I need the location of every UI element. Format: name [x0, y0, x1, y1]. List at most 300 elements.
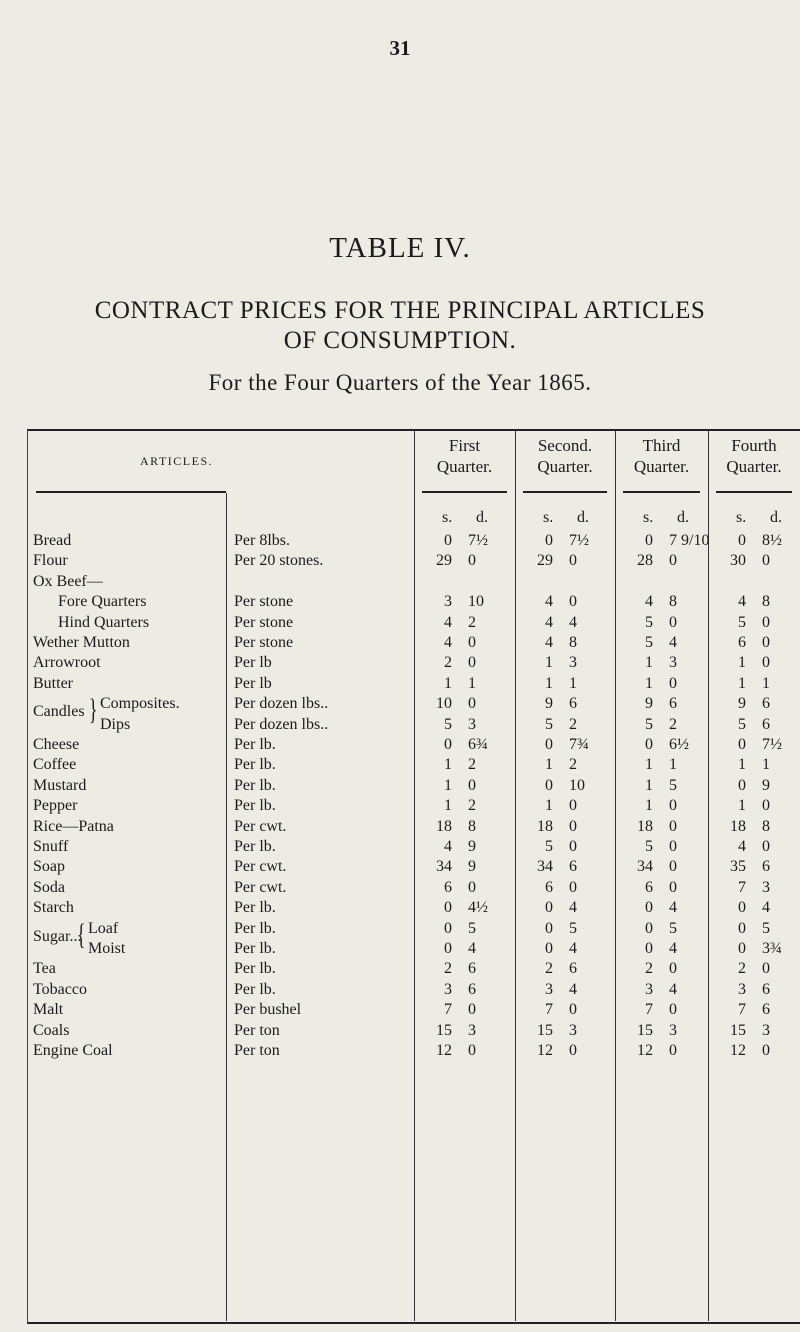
- article-name: Bread: [33, 532, 72, 549]
- article-name: Flour: [33, 552, 68, 570]
- pence-value: 2: [669, 715, 677, 733]
- unit-label: Per ton: [234, 1021, 280, 1039]
- pence-value: 3: [468, 715, 476, 733]
- pence-value: 1: [468, 674, 476, 692]
- table-label: TABLE IV.: [329, 232, 471, 264]
- pence-value: 4: [569, 940, 577, 957]
- shillings-value: 4: [444, 613, 452, 631]
- pence-value: 1: [669, 756, 677, 774]
- pence-value: 4: [669, 899, 677, 917]
- shillings-value: 0: [738, 736, 746, 753]
- shillings-value: 0: [545, 776, 553, 794]
- pence-value: 0: [468, 552, 476, 570]
- pence-value: 9: [468, 838, 476, 855]
- shillings-value: 3: [645, 980, 653, 998]
- pence-value: 4½: [468, 899, 488, 917]
- unit-label: Per lb.: [234, 940, 276, 957]
- shillings-value: 12: [537, 1042, 553, 1059]
- shillings-value: 10: [436, 695, 452, 713]
- pence-value: 0: [569, 1042, 577, 1059]
- shillings-value: 1: [444, 756, 452, 774]
- pence-value: 5: [669, 919, 677, 937]
- pence-value: 3: [669, 654, 677, 672]
- pence-value: 0: [762, 1042, 770, 1059]
- article-name: Composites.: [100, 695, 180, 713]
- shillings-value: 0: [645, 532, 653, 549]
- unit-label: Per lb.: [234, 899, 276, 917]
- pence-value: 1: [569, 674, 577, 692]
- shillings-value: 7: [444, 1001, 452, 1019]
- shillings-value: 15: [637, 1021, 653, 1039]
- q2-shillings-header: s.: [543, 509, 554, 526]
- article-name: Wether Mutton: [33, 634, 130, 651]
- shillings-value: 12: [730, 1042, 746, 1059]
- unit-label: Per lb: [234, 674, 272, 692]
- unit-label: Per dozen lbs..: [234, 695, 329, 713]
- pence-value: 8: [569, 634, 577, 651]
- pence-value: 6: [468, 960, 476, 978]
- pence-value: 8: [762, 817, 770, 835]
- shillings-value: 1: [545, 797, 553, 815]
- pence-value: 10: [569, 776, 585, 794]
- shillings-value: 4: [545, 593, 553, 611]
- pence-value: 0: [669, 797, 677, 815]
- table-row: [28, 552, 800, 572]
- pence-value: 5: [569, 919, 577, 937]
- pence-value: 0: [669, 817, 677, 835]
- pence-value: 6¾: [468, 736, 488, 753]
- shillings-value: 7: [738, 878, 746, 896]
- shillings-value: 4: [545, 613, 553, 631]
- shillings-value: 5: [645, 634, 653, 651]
- shillings-value: 34: [537, 858, 553, 876]
- pence-value: 8½: [762, 532, 782, 549]
- shillings-value: 0: [645, 940, 653, 957]
- shillings-value: 12: [436, 1042, 452, 1059]
- q2-header-line-1: Second.: [537, 436, 593, 455]
- pence-value: 4: [669, 940, 677, 957]
- unit-label: Per stone: [234, 634, 294, 651]
- unit-label: Per lb.: [234, 756, 276, 774]
- candles-label: Candles: [33, 703, 85, 721]
- article-name: Soda: [33, 878, 65, 896]
- pence-value: 6: [762, 695, 770, 713]
- shillings-value: 0: [545, 940, 553, 957]
- table-row: [28, 899, 800, 919]
- pence-value: 0: [762, 613, 770, 631]
- shillings-value: 15: [537, 1021, 553, 1039]
- pence-value: 4: [569, 980, 577, 998]
- pence-value: 3¾: [762, 940, 782, 957]
- shillings-value: 6: [444, 878, 452, 896]
- table-row: [28, 940, 800, 960]
- shillings-value: 3: [444, 593, 452, 611]
- shillings-value: 0: [545, 736, 553, 753]
- shillings-value: 0: [645, 736, 653, 753]
- shillings-value: 1: [645, 756, 653, 774]
- shillings-value: 2: [444, 654, 452, 672]
- shillings-value: 0: [738, 899, 746, 917]
- table-row: [28, 838, 800, 858]
- article-name: Fore Quarters: [58, 593, 147, 611]
- shillings-value: 4: [444, 634, 452, 651]
- article-name: Tobacco: [33, 980, 87, 998]
- article-name: Soap: [33, 858, 65, 876]
- page-number: 31: [389, 36, 411, 60]
- shillings-value: 2: [545, 960, 553, 978]
- pence-value: 3: [762, 1021, 770, 1039]
- pence-value: 9: [468, 858, 476, 876]
- pence-value: 0: [669, 1042, 677, 1059]
- pence-value: 4: [569, 613, 577, 631]
- pence-value: 2: [468, 797, 476, 815]
- pence-value: 0: [669, 838, 677, 855]
- pence-value: 0: [569, 552, 577, 570]
- shillings-value: 35: [730, 858, 746, 876]
- shillings-value: 0: [444, 919, 452, 937]
- pence-value: 0: [669, 552, 677, 570]
- table-row: [28, 1022, 800, 1042]
- article-name: Tea: [33, 960, 56, 978]
- pence-value: 3: [669, 1021, 677, 1039]
- q1-header-line-2: Quarter.: [436, 457, 493, 476]
- table-row: [28, 573, 800, 593]
- unit-label: Per stone: [234, 593, 294, 611]
- article-name: Coffee: [33, 756, 77, 774]
- unit-label: Per 8lbs.: [234, 532, 290, 549]
- pence-value: 6: [762, 1001, 770, 1019]
- pence-value: 2: [569, 756, 577, 774]
- q1-pence-header: d.: [476, 509, 488, 526]
- table-row: [28, 593, 800, 613]
- pence-value: 8: [669, 593, 677, 611]
- shillings-value: 5: [545, 838, 553, 855]
- table-row: [28, 797, 800, 817]
- shillings-value: 4: [645, 593, 653, 611]
- q3-header-line-2: Quarter.: [633, 457, 690, 476]
- article-name: Coals: [33, 1021, 70, 1039]
- q3-header: [615, 435, 708, 477]
- pence-value: 7½: [569, 532, 589, 549]
- table-row: [28, 1042, 800, 1062]
- shillings-value: 12: [637, 1042, 653, 1059]
- unit-label: Per ton: [234, 1042, 280, 1059]
- shillings-value: 28: [637, 552, 653, 570]
- unit-label: Per lb.: [234, 736, 276, 753]
- pence-value: 0: [468, 878, 476, 896]
- q4-header-line-2: Quarter.: [726, 457, 782, 476]
- pence-value: 4: [468, 940, 476, 957]
- pence-value: 0: [762, 960, 770, 978]
- shillings-value: 1: [545, 674, 553, 692]
- shillings-value: 1: [645, 776, 653, 794]
- table-row: [28, 532, 800, 552]
- shillings-value: 0: [738, 940, 746, 957]
- article-name: Hind Quarters: [58, 613, 150, 631]
- shillings-value: 4: [444, 838, 452, 855]
- shillings-value: 30: [730, 552, 746, 570]
- shillings-value: 0: [738, 532, 746, 549]
- shillings-value: 0: [738, 776, 746, 794]
- pence-value: 7¾: [569, 736, 589, 753]
- pence-value: 0: [669, 878, 677, 896]
- shillings-value: 5: [545, 715, 553, 733]
- header-rule-q2: [523, 491, 607, 493]
- table-row: [28, 981, 800, 1001]
- unit-label: Per lb.: [234, 919, 276, 937]
- unit-label: Per cwt.: [234, 817, 287, 835]
- sugar-brace: {: [76, 917, 86, 951]
- table-row: [28, 818, 800, 838]
- shillings-value: 1: [545, 756, 553, 774]
- prices-table: [27, 429, 800, 1324]
- shillings-value: 2: [645, 960, 653, 978]
- shillings-value: 18: [730, 817, 746, 835]
- shillings-value: 6: [738, 634, 746, 651]
- pence-value: 1: [762, 756, 770, 774]
- shillings-value: 1: [645, 654, 653, 672]
- table-subtitle: For the Four Quarters of the Year 1865.: [208, 370, 592, 395]
- pence-value: 0: [762, 654, 770, 672]
- pence-value: 7½: [762, 736, 782, 753]
- pence-value: 0: [468, 1001, 476, 1019]
- shillings-value: 15: [730, 1021, 746, 1039]
- shillings-value: 1: [738, 756, 746, 774]
- q3-pence-header: d.: [677, 509, 689, 526]
- shillings-value: 1: [444, 797, 452, 815]
- pence-value: 3: [569, 654, 577, 672]
- pence-value: 2: [468, 613, 476, 631]
- pence-value: 0: [569, 838, 577, 855]
- pence-value: 0: [762, 634, 770, 651]
- shillings-value: 0: [444, 532, 452, 549]
- shillings-value: 4: [738, 838, 746, 855]
- pence-value: 3: [569, 1021, 577, 1039]
- table-row: [28, 736, 800, 756]
- article-name: Pepper: [33, 797, 78, 815]
- sugar-label: Sugar...: [33, 927, 82, 945]
- shillings-value: 6: [545, 878, 553, 896]
- q4-header: [708, 435, 800, 477]
- pence-value: 6: [569, 858, 577, 876]
- pence-value: 9: [762, 776, 770, 794]
- article-name: Starch: [33, 899, 74, 917]
- pence-value: 3: [762, 878, 770, 896]
- table-row: [28, 634, 800, 654]
- pence-value: 1: [762, 674, 770, 692]
- shillings-value: 3: [545, 980, 553, 998]
- shillings-value: 18: [637, 817, 653, 835]
- pence-value: 0: [569, 797, 577, 815]
- pence-value: 0: [569, 1001, 577, 1019]
- shillings-value: 1: [738, 674, 746, 692]
- article-name: Loaf: [88, 919, 119, 937]
- heading-line-2: OF CONSUMPTION.: [283, 327, 517, 354]
- pence-value: 0: [468, 634, 476, 651]
- pence-value: 5: [468, 919, 476, 937]
- pence-value: 6: [569, 960, 577, 978]
- pence-value: 0: [569, 878, 577, 896]
- unit-label: Per lb.: [234, 797, 276, 815]
- article-name: Dips: [100, 715, 131, 733]
- article-name: Cheese: [33, 736, 80, 753]
- pence-value: 7 9/10: [669, 532, 710, 549]
- table-row: [28, 879, 800, 899]
- pence-value: 0: [669, 960, 677, 978]
- shillings-value: 6: [645, 878, 653, 896]
- shillings-value: 9: [545, 695, 553, 713]
- shillings-value: 0: [645, 899, 653, 917]
- pence-value: 5: [762, 919, 770, 937]
- header-rule-q1: [422, 491, 507, 493]
- shillings-value: 4: [545, 634, 553, 651]
- shillings-value: 5: [444, 715, 452, 733]
- pence-value: 0: [669, 674, 677, 692]
- unit-label: Per dozen lbs..: [234, 715, 329, 733]
- table-row: [28, 654, 800, 674]
- unit-label: Per lb.: [234, 776, 276, 794]
- unit-label: Per cwt.: [234, 858, 287, 876]
- shillings-value: 4: [738, 593, 746, 611]
- unit-label: Per lb: [234, 654, 272, 672]
- q3-header-line-1: Third: [642, 436, 681, 455]
- unit-label: Per bushel: [234, 1001, 302, 1019]
- table-row: [28, 920, 800, 940]
- shillings-value: 1: [444, 674, 452, 692]
- q4-shillings-header: s.: [736, 509, 747, 526]
- shillings-value: 0: [444, 940, 452, 957]
- article-name: Engine Coal: [33, 1042, 113, 1059]
- shillings-value: 7: [738, 1001, 746, 1019]
- table-row: [28, 777, 800, 797]
- table-row: [28, 858, 800, 878]
- articles-header: ARTICLES.: [140, 454, 214, 468]
- pence-value: 10: [468, 593, 484, 611]
- article-name: Arrowroot: [33, 654, 101, 672]
- pence-value: 6: [762, 858, 770, 876]
- unit-label: Per stone: [234, 613, 294, 631]
- table-heading: [0, 296, 800, 356]
- shillings-value: 18: [537, 817, 553, 835]
- shillings-value: 0: [545, 919, 553, 937]
- q2-pence-header: d.: [577, 509, 589, 526]
- unit-label: Per lb.: [234, 838, 276, 855]
- shillings-value: 3: [444, 980, 452, 998]
- shillings-value: 5: [645, 838, 653, 855]
- table-row: [28, 960, 800, 980]
- shillings-value: 2: [444, 960, 452, 978]
- table-row: [28, 695, 800, 715]
- article-name: Mustard: [33, 776, 87, 794]
- pence-value: 8: [762, 593, 770, 611]
- pence-value: 0: [468, 695, 476, 713]
- heading-line-1: CONTRACT PRICES FOR THE PRINCIPAL ARTICLES: [94, 297, 706, 324]
- header-rule-q4: [716, 491, 792, 493]
- pence-value: 4: [669, 634, 677, 651]
- shillings-value: 1: [545, 654, 553, 672]
- shillings-value: 34: [436, 858, 452, 876]
- q4-header-line-1: Fourth: [731, 436, 777, 455]
- article-name: Rice—Patna: [33, 817, 114, 835]
- header-rule-q3: [623, 491, 700, 493]
- pence-value: 6: [762, 980, 770, 998]
- shillings-value: 5: [738, 613, 746, 631]
- shillings-value: 9: [738, 695, 746, 713]
- shillings-value: 1: [645, 674, 653, 692]
- pence-value: 0: [569, 593, 577, 611]
- pence-value: 4: [569, 899, 577, 917]
- unit-label: Per cwt.: [234, 878, 287, 896]
- pence-value: 0: [669, 858, 677, 876]
- table-row: [28, 1001, 800, 1021]
- shillings-value: 15: [436, 1021, 452, 1039]
- article-name: Ox Beef—: [33, 572, 103, 590]
- pence-value: 0: [468, 1042, 476, 1059]
- pence-value: 4: [762, 899, 770, 917]
- article-name: Snuff: [33, 838, 69, 855]
- q2-header-line-2: Quarter.: [537, 457, 593, 476]
- shillings-value: 18: [436, 817, 452, 835]
- q2-header: [515, 435, 615, 477]
- shillings-value: 34: [637, 858, 653, 876]
- article-name: Butter: [33, 674, 73, 692]
- header-rule-articles: [36, 491, 226, 493]
- q1-header-line-1: First: [448, 436, 481, 455]
- shillings-value: 5: [645, 613, 653, 631]
- pence-value: 4: [669, 980, 677, 998]
- shillings-value: 1: [738, 797, 746, 815]
- pence-value: 5: [669, 776, 677, 794]
- shillings-value: 0: [545, 532, 553, 549]
- pence-value: 0: [468, 654, 476, 672]
- article-name: Malt: [33, 1001, 64, 1019]
- pence-value: 0: [669, 613, 677, 631]
- shillings-value: 0: [444, 899, 452, 917]
- pence-value: 2: [569, 715, 577, 733]
- q1-shillings-header: s.: [442, 509, 453, 526]
- shillings-value: 1: [645, 797, 653, 815]
- shillings-value: 1: [738, 654, 746, 672]
- shillings-value: 0: [444, 736, 452, 753]
- table-row: [28, 675, 800, 695]
- pence-value: 0: [762, 797, 770, 815]
- q3-shillings-header: s.: [643, 509, 654, 526]
- shillings-value: 7: [645, 1001, 653, 1019]
- shillings-value: 0: [545, 899, 553, 917]
- article-name: Moist: [88, 940, 126, 957]
- pence-value: 0: [762, 838, 770, 855]
- pence-value: 0: [468, 776, 476, 794]
- unit-label: Per 20 stones.: [234, 552, 324, 570]
- table-row: [28, 716, 800, 736]
- pence-value: 6: [468, 980, 476, 998]
- pence-value: 6: [762, 715, 770, 733]
- pence-value: 8: [468, 817, 476, 835]
- table-row: [28, 614, 800, 634]
- pence-value: 0: [669, 1001, 677, 1019]
- shillings-value: 1: [444, 776, 452, 794]
- shillings-value: 9: [645, 695, 653, 713]
- shillings-value: 7: [545, 1001, 553, 1019]
- pence-value: 2: [468, 756, 476, 774]
- shillings-value: 5: [645, 715, 653, 733]
- candles-brace: }: [88, 693, 98, 727]
- unit-label: Per lb.: [234, 980, 276, 998]
- table-row: [28, 756, 800, 776]
- shillings-value: 0: [645, 919, 653, 937]
- shillings-value: 5: [738, 715, 746, 733]
- q4-pence-header: d.: [770, 509, 782, 526]
